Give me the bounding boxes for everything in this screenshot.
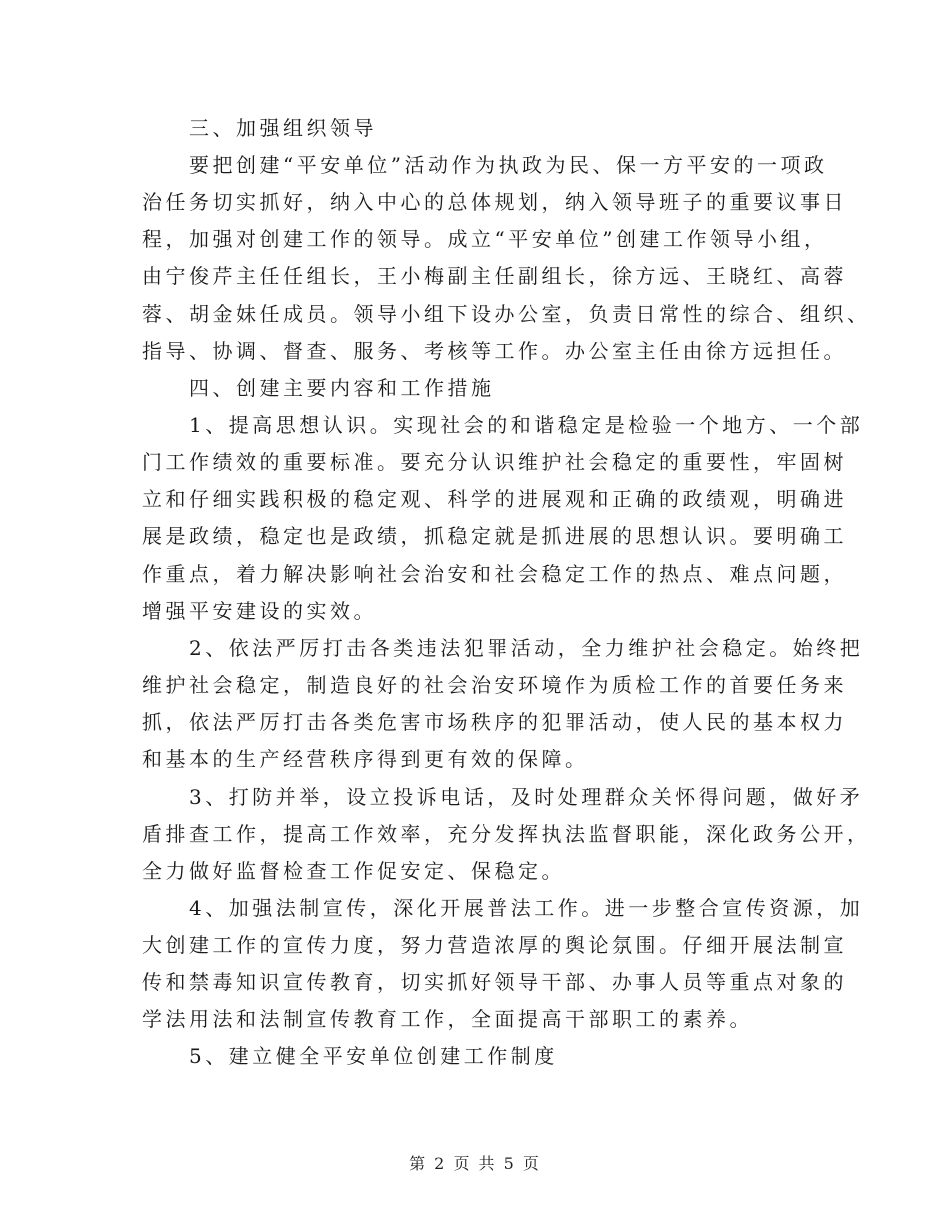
paragraph-line: 要把创建“平安单位”活动作为执政为民、保一方平安的一项政: [189, 153, 828, 177]
paragraph-line: 学法用法和法制宣传教育工作，全面提高干部职工的素养。: [142, 1007, 753, 1031]
page-number-footer: 第 2 页 共 5 页: [409, 1154, 541, 1173]
paragraph-line: 大创建工作的宣传力度，努力营造浓厚的舆论氛围。仔细开展法制宣: [142, 933, 847, 957]
paragraph-line: 维护社会稳定，制造良好的社会治安环境作为质检工作的首要任务来: [142, 673, 847, 697]
paragraph-line: 展是政绩，稳定也是政绩，抓稳定就是抓进展的思想认识。要明确工: [142, 524, 847, 548]
paragraph-line: 3、打防并举，设立投诉电话，及时处理群众关怀得问题，做好矛: [189, 785, 864, 809]
paragraph-line: 程，加强对创建工作的领导。成立“平安单位”创建工作领导小组，: [142, 227, 828, 251]
paragraph-line: 增强平安建设的实效。: [142, 599, 377, 623]
paragraph-line: 作重点，着力解决影响社会治安和社会稳定工作的热点、难点问题，: [142, 562, 847, 586]
paragraph-line: 立和仔细实践积极的稳定观、科学的进展观和正确的政绩观，明确进: [142, 487, 847, 511]
section-heading-3: 三、加强组织领导: [189, 116, 377, 140]
paragraph-line: 1、提高思想认识。实现社会的和谐稳定是检验一个地方、一个部: [189, 413, 864, 437]
paragraph-line: 2、依法严厉打击各类违法犯罪活动，全力维护社会稳定。始终把: [189, 636, 864, 660]
paragraph-line: 蓉、胡金妹任成员。领导小组下设办公室，负责日常性的综合、组织、: [142, 302, 871, 326]
paragraph-line: 治任务切实抓好，纳入中心的总体规划，纳入领导班子的重要议事日: [142, 190, 847, 214]
section-heading-4: 四、创建主要内容和工作措施: [189, 376, 495, 400]
paragraph-line: 全力做好监督检查工作促安定、保稳定。: [142, 859, 565, 883]
paragraph-line: 5、建立健全平安单位创建工作制度: [189, 1044, 558, 1068]
paragraph-line: 指导、协调、督查、服务、考核等工作。办公室主任由徐方远担任。: [142, 339, 847, 363]
paragraph-line: 抓，依法严厉打击各类危害市场秩序的犯罪活动，使人民的基本权力: [142, 710, 847, 734]
paragraph-line: 4、加强法制宣传，深化开展普法工作。进一步整合宣传资源，加: [189, 896, 864, 920]
paragraph-line: 传和禁毒知识宣传教育，切实抓好领导干部、办事人员等重点对象的: [142, 970, 847, 994]
paragraph-line: 和基本的生产经营秩序得到更有效的保障。: [142, 747, 589, 771]
paragraph-line: 门工作绩效的重要标准。要充分认识维护社会稳定的重要性，牢固树: [142, 450, 847, 474]
paragraph-line: 由宁俊芹主任任组长，王小梅副主任副组长，徐方远、王晓红、高蓉: [142, 264, 847, 288]
paragraph-line: 盾排查工作，提高工作效率，充分发挥执法监督职能，深化政务公开，: [142, 822, 871, 846]
